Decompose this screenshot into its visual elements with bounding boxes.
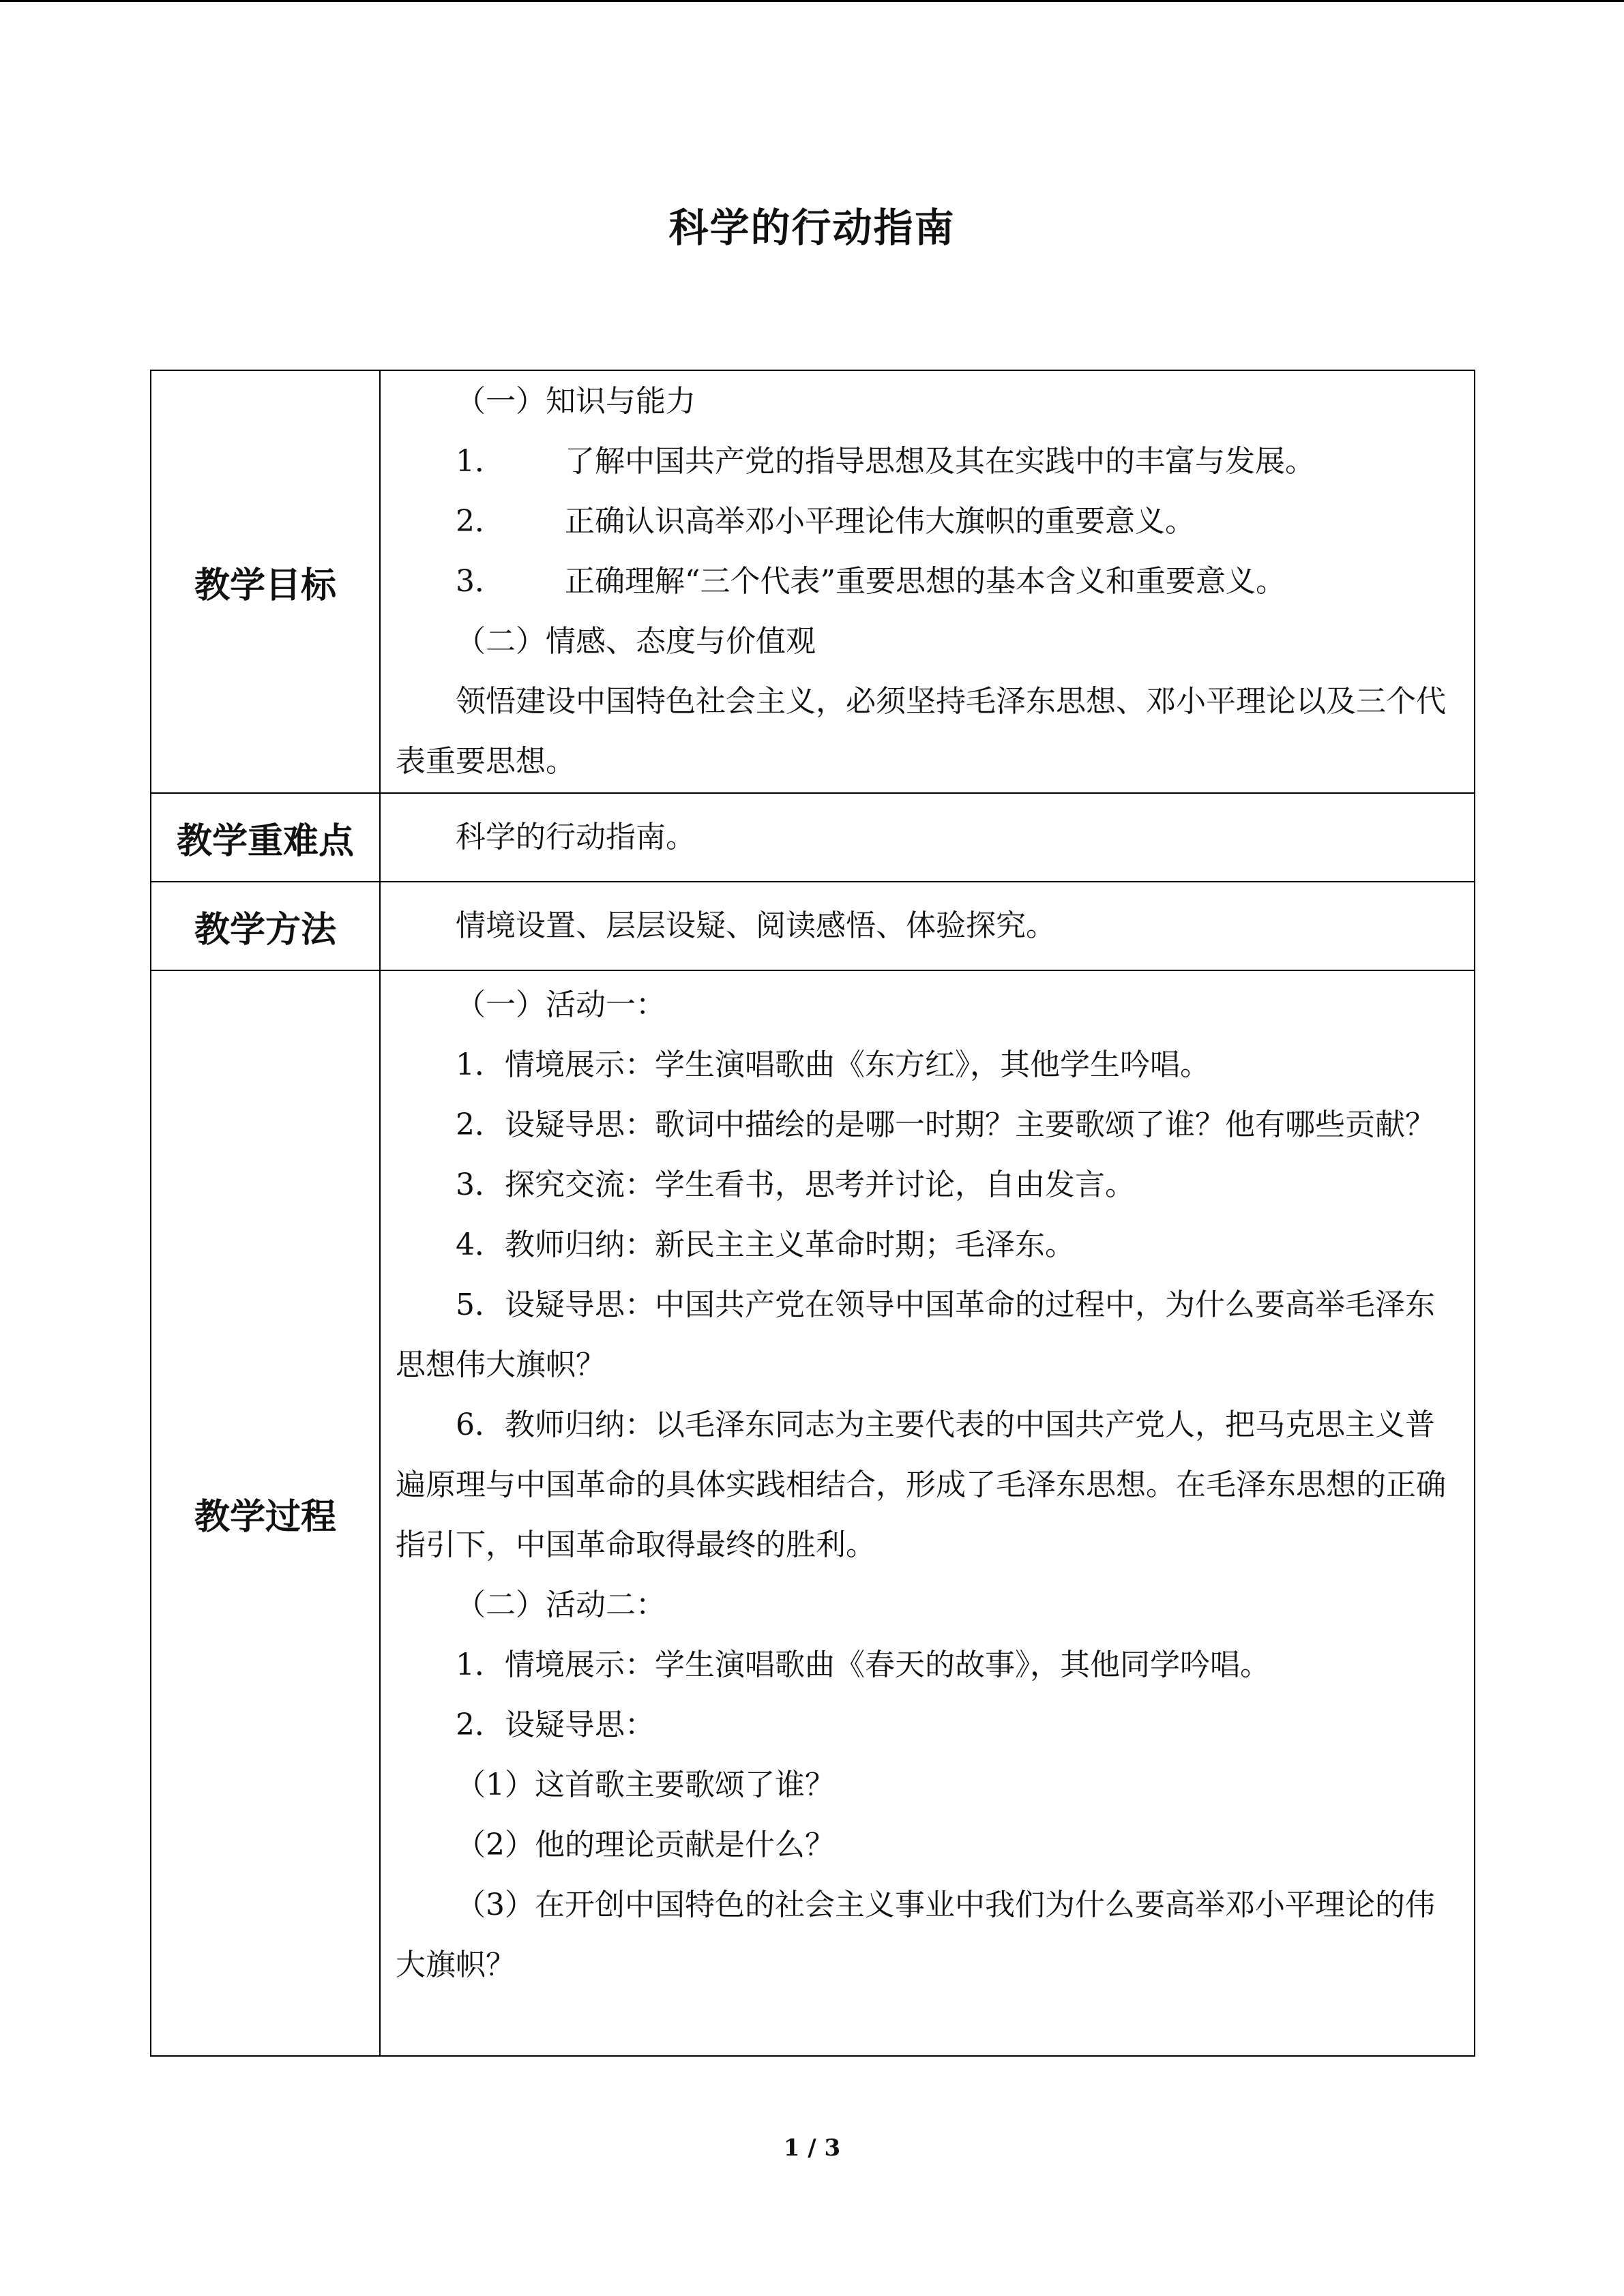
methods-content [380, 882, 1475, 970]
row-label-methods: 教学方法 [151, 882, 380, 970]
process-line: 1．情境展示：学生演唱歌曲《春天的故事》，其他同学吟唱。 [456, 1648, 1270, 1682]
goals-item-3-text: 正确理解“三个代表”重要思想的基本含义和重要意义。 [565, 564, 1286, 599]
process-line: 2．设疑导思：歌词中描绘的是哪一时期？主要歌颂了谁？他有哪些贡献？ [456, 1107, 1435, 1142]
lesson-plan-table [150, 370, 1475, 2057]
goals-item-3 [396, 552, 1456, 612]
process-line: （1）这首歌主要歌颂了谁？ [456, 1768, 835, 1802]
row-label-key-points: 教学重难点 [151, 793, 380, 882]
key-points-content [380, 793, 1475, 882]
key-points-text: 科学的行动指南。 [456, 820, 696, 854]
process-line: 3．探究交流：学生看书，思考并讨论，自由发言。 [456, 1167, 1135, 1202]
goals-item-1-text: 了解中国共产党的指导思想及其在实践中的丰富与发展。 [565, 444, 1315, 479]
goals-item-1-number: 1． [456, 444, 505, 479]
process-line: （2）他的理论贡献是什么？ [456, 1828, 835, 1862]
row-label-process: 教学过程 [151, 970, 380, 2056]
goals-item-2-number: 2． [456, 504, 505, 539]
process-line: 5．设疑导思：中国共产党在领导中国革命的过程中，为什么要高举毛泽东思想伟大旗帜？ [396, 1287, 1435, 1382]
goals-item-1 [396, 432, 1456, 492]
goals-heading-knowledge: （一）知识与能力 [456, 384, 696, 419]
process-line: （二）活动二： [456, 1587, 666, 1622]
goals-content [380, 370, 1475, 793]
page-indicator: 1 / 3 [783, 2134, 841, 2162]
process-content [380, 970, 1475, 2056]
page-top-border [0, 0, 1624, 2]
goals-paragraph: 领悟建设中国特色社会主义，必须坚持毛泽东思想、邓小平理论以及三个代表重要思想。 [396, 684, 1446, 779]
methods-text: 情境设置、层层设疑、阅读感悟、体验探究。 [456, 908, 1056, 943]
table-row-process [151, 970, 1475, 2056]
goals-item-2-text: 正确认识高举邓小平理论伟大旗帜的重要意义。 [565, 504, 1195, 539]
process-line: 6．教师归纳：以毛泽东同志为主要代表的中国共产党人，把马克思主义普遍原理与中国革命的具体实践相结合，形成了毛泽东思想。在毛泽东思想的正确指引下，中国革命取得最终的胜利。 [396, 1407, 1446, 1562]
row-label-goals: 教学目标 [151, 370, 380, 793]
page-title: 科学的行动指南 [668, 205, 956, 251]
table-row-goals [151, 370, 1475, 793]
process-line: 1．情境展示：学生演唱歌曲《东方红》，其他学生吟唱。 [456, 1047, 1210, 1082]
process-line: （一）活动一： [456, 987, 666, 1022]
process-line: 2．设疑导思： [456, 1708, 655, 1742]
table-row-key-points [151, 793, 1475, 882]
table-row-methods [151, 882, 1475, 970]
goals-item-2 [396, 492, 1456, 552]
process-line: 4．教师归纳：新民主主义革命时期；毛泽东。 [456, 1227, 1075, 1262]
goals-heading-attitude: （二）情感、态度与价值观 [456, 624, 816, 659]
goals-item-3-number: 3． [456, 564, 505, 599]
process-line: （3）在开创中国特色的社会主义事业中我们为什么要高举邓小平理论的伟大旗帜？ [396, 1888, 1435, 1982]
